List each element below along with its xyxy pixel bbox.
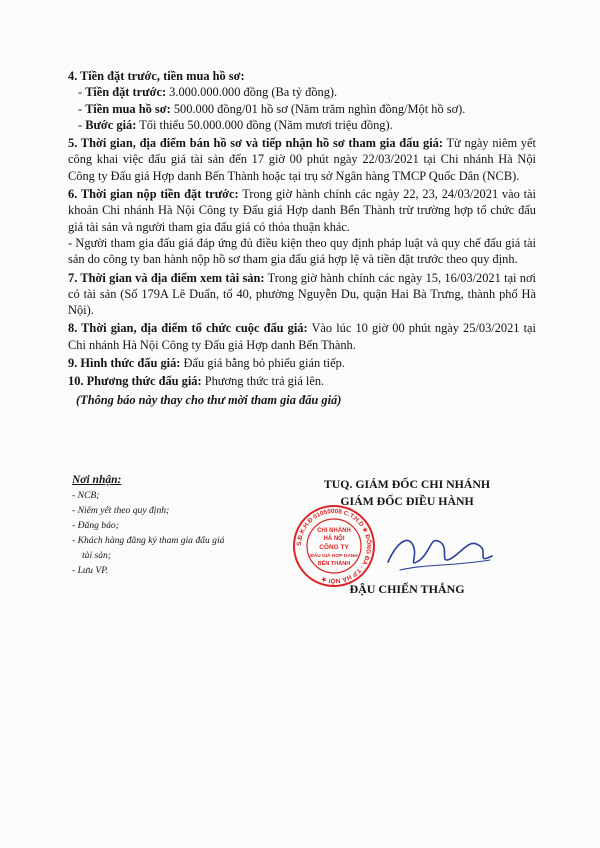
stamp-line: ĐẤU GIÁ HỢP DANH bbox=[310, 554, 358, 559]
bullet-dossier-fee: - Tiền mua hồ sơ: 500.000 đồng/01 hồ sơ (Năm trăm nghìn đồng/Một hồ sơ). bbox=[78, 101, 466, 116]
document-body bbox=[68, 66, 536, 408]
recipient-item: - Đăng báo; bbox=[72, 520, 119, 531]
section-6-note: - Người tham gia đấu giá đáp ứng đủ điều kiện theo quy định pháp luật và quy chế đấu giá tài sản do công ty ban hành nộp hồ sơ tham gia đấu giá hợp lệ và tiền đặt trước theo quy định. bbox=[68, 235, 536, 267]
section-8: 8. Thời gian, địa điểm tổ chức cuộc đấu giá: Vào lúc 10 giờ 00 phút ngày 25/03/2021 tại Chi nhánh Hà Nội Công ty Đấu giá Hợp danh Bến Thành. bbox=[68, 321, 536, 352]
recipient-item: - Lưu VP. bbox=[72, 565, 109, 576]
stamp-line: CÔNG TY bbox=[319, 544, 349, 551]
section-10: 10. Phương thức đấu giá: Phương thức trả giá lên. bbox=[68, 374, 325, 389]
section-4-heading: 4. Tiền đặt trước, tiền mua hồ sơ: bbox=[68, 69, 245, 83]
section-5: 5. Thời gian, địa điểm bán hồ sơ và tiếp nhận hồ sơ tham gia đấu giá: Từ ngày niêm yết công khai việc đấu giá tài sản đến 17 giờ 00 phút ngày 22/03/2021 tại Chi nhánh Hà Nội Công ty Đấu giá Hợp danh Bến Thành hoặc tại trụ sở Ngân hàng TMCP Quốc Dân (NCB). bbox=[68, 136, 536, 183]
recipient-item: - NCB; bbox=[72, 490, 100, 501]
section-6: 6. Thời gian nộp tiền đặt trước: Trong giờ hành chính các ngày 22, 23, 24/03/2021 vào tài khoản Chi nhánh Hà Nội Công ty Đấu giá Hợp danh Bến Thành trừ trường hợp tổ chức đấu giá tài sản và người tham gia đấu giá có thỏa thuận khác. bbox=[68, 187, 536, 234]
recipient-item: - Niêm yết theo quy định; bbox=[72, 505, 170, 516]
recipient-item: tài sản; bbox=[82, 550, 112, 561]
handwritten-signature bbox=[380, 520, 500, 580]
stamp-ring-text: S.Đ.K.H.Đ 01050008 C.T.H.D ★ ĐỐNG ĐA - T.P HÀ NỘI ★ bbox=[295, 507, 373, 585]
signer-authority: TUQ. GIÁM ĐỐC CHI NHÁNH bbox=[323, 477, 491, 491]
stamp-line: CHI NHÁNH bbox=[317, 528, 351, 534]
stamp-line: HÀ NỘI bbox=[323, 536, 345, 542]
stamp-line: BẾN THÀNH bbox=[317, 561, 351, 567]
section-7: 7. Thời gian và địa điểm xem tài sản: Trong giờ hành chính các ngày 15, 16/03/2021 tại nơi có tài sản (Số 179A Lê Duẩn, tổ 40, phường Nguyễn Du, quận Hai Bà Trưng, thành phố Hà Nội). bbox=[68, 270, 536, 318]
recipient-item: - Khách hàng đăng ký tham gia đấu giá bbox=[72, 535, 225, 546]
recipients-block bbox=[72, 473, 272, 578]
bullet-price-step: - Bước giá: Tối thiểu 50.000.000 đồng (Năm mươi triệu đồng). bbox=[78, 117, 393, 132]
signer-position: GIÁM ĐỐC ĐIỀU HÀNH bbox=[340, 494, 474, 508]
bullet-deposit: - Tiền đặt trước: 3.000.000.000 đồng (Ba tỷ đồng). bbox=[78, 85, 338, 100]
signer-name: ĐẬU CHIẾN THẮNG bbox=[349, 582, 465, 596]
recipients-title: Nơi nhận: bbox=[72, 474, 122, 486]
notice-replacement-note: (Thông báo này thay cho thư mời tham gia đấu giá) bbox=[76, 392, 342, 407]
section-9: 9. Hình thức đấu giá: Đấu giá bằng bỏ phiếu gián tiếp. bbox=[68, 356, 345, 371]
company-seal-stamp bbox=[292, 504, 376, 588]
